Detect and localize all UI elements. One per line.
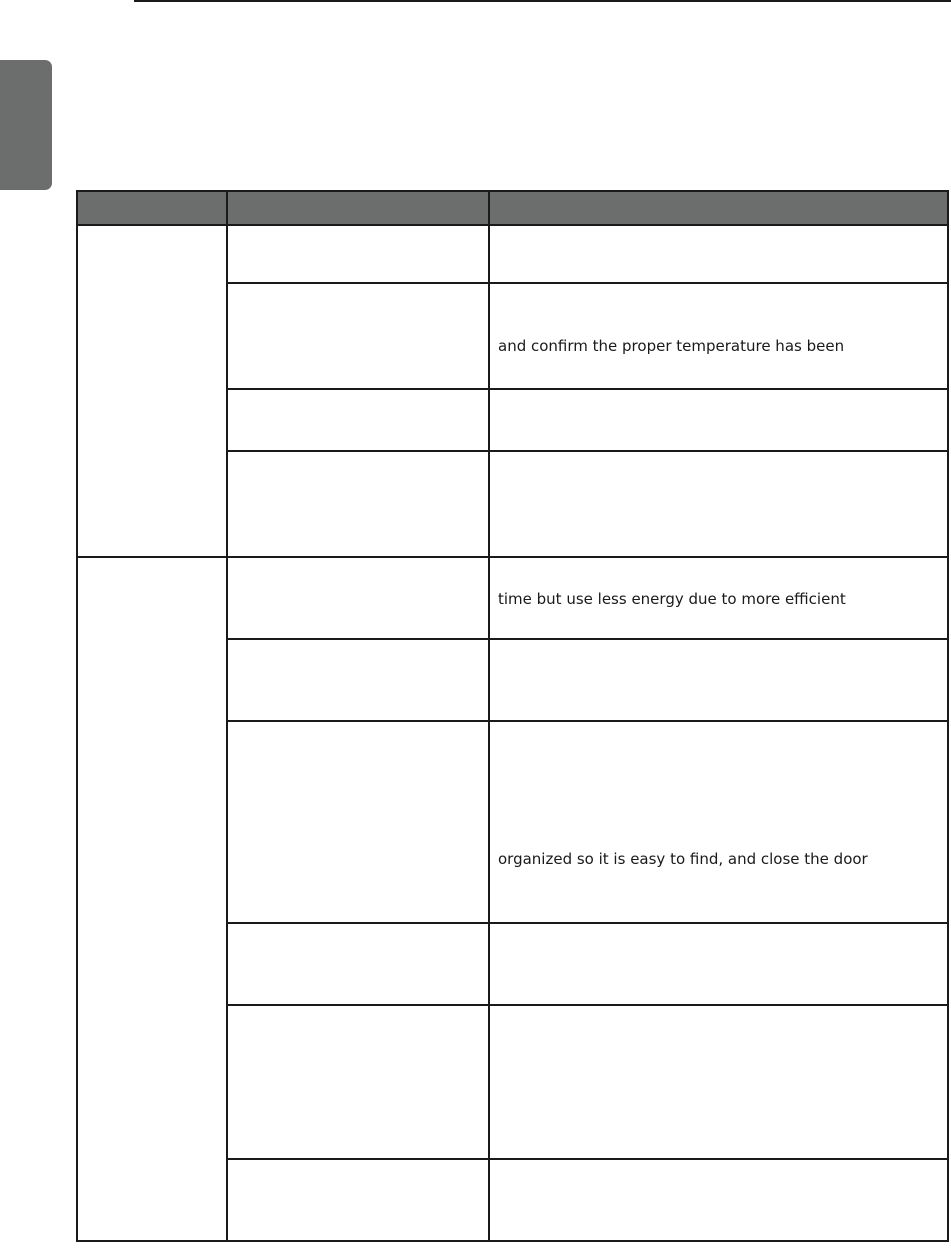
solution-line	[498, 287, 939, 305]
cause-cell	[227, 389, 489, 451]
cause-cell	[227, 283, 489, 389]
header-solution	[489, 191, 948, 225]
header-possible-cause	[227, 191, 489, 225]
section-tab	[0, 60, 52, 190]
solution-line: organized so it is easy to find, and close the door	[498, 850, 868, 868]
cause-cell	[227, 639, 489, 721]
solution-line: and confirm the proper temperature has been	[498, 337, 845, 355]
solution-cell	[489, 923, 948, 1005]
table-row	[77, 557, 948, 639]
cause-cell	[227, 1159, 489, 1241]
problem-cell	[77, 557, 227, 1241]
troubleshooting-table	[76, 190, 949, 1242]
cause-cell	[227, 1005, 489, 1159]
solution-cell	[489, 1159, 948, 1241]
table-header-row	[77, 191, 948, 225]
cause-cell	[227, 225, 489, 283]
solution-cell	[489, 283, 948, 389]
cause-cell	[227, 557, 489, 639]
cause-cell	[227, 451, 489, 557]
top-rule	[134, 0, 951, 2]
cause-cell	[227, 721, 489, 923]
cause-cell	[227, 923, 489, 1005]
solution-cell	[489, 639, 948, 721]
solution-cell	[489, 721, 948, 923]
solution-line: time but use less energy due to more efficient	[498, 590, 846, 608]
problem-cell	[77, 225, 227, 557]
solution-cell	[489, 557, 948, 639]
solution-cell	[489, 389, 948, 451]
solution-cell	[489, 1005, 948, 1159]
table-row	[77, 225, 948, 283]
solution-cell	[489, 225, 948, 283]
solution-cell	[489, 451, 948, 557]
header-problem	[77, 191, 227, 225]
